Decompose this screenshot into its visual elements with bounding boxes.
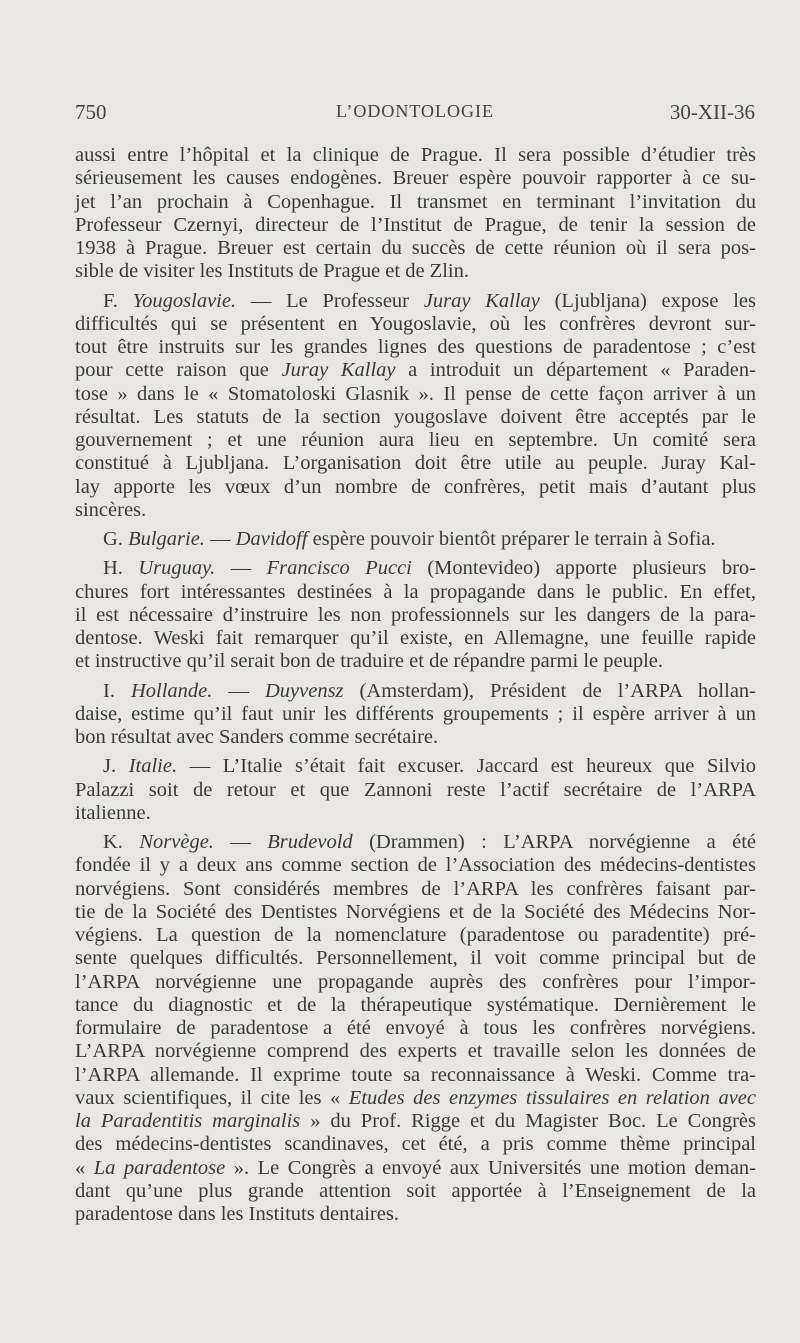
text-line: sente quelques difficultés. Personnellement, il voit comme principal but de: [75, 947, 756, 970]
text-line: tose » dans le « Stomatoloski Glasnik ». Il pense de cette façon arriver à un: [75, 382, 756, 405]
text-line: paradentose dans les Instituts dentaires.: [75, 1203, 399, 1225]
paragraph: [75, 290, 756, 523]
text-line: Palazzi soit de retour et que Zannoni reste l’actif secrétaire de l’ARPA: [75, 778, 756, 801]
text-line: végiens. La question de la nomenclature (paradentose ou paradentite) pré-: [75, 924, 756, 946]
text-line: l’ARPA allemande. Il exprime toute sa reconnaissance à Weski. Comme tra-: [75, 1063, 756, 1086]
italic-phrase: Hollande.: [130, 679, 213, 702]
paragraph: [75, 831, 756, 1226]
text-line: tance du diagnostic et de la thérapeutique systématique. Dernièrement le: [75, 993, 756, 1016]
text-line: tout être instruits sur les grandes lignes des questions de paradentose ; c’est: [75, 336, 756, 358]
text-line: H. Uruguay. — Francisco Pucci (Montevideo) apporte plusieurs bro-: [103, 557, 756, 580]
text-line: italienne.: [75, 801, 151, 824]
italic-phrase: La paradentose: [93, 1156, 226, 1179]
italic-phrase: Bulgarie.: [128, 528, 205, 550]
italic-phrase: Italie.: [128, 755, 178, 778]
italic-phrase: Uruguay.: [138, 557, 216, 580]
text-line: dentose. Weski fait remarquer qu’il existe, en Allemagne, une feuille rapide: [75, 627, 756, 649]
italic-phrase: Juray Kallay: [281, 359, 396, 382]
italic-phrase: Etudes des enzymes tissulaires en relation avec: [348, 1086, 756, 1109]
italic-phrase: Juray Kallay: [423, 289, 540, 312]
text-line: lay apporte les vœux d’un nombre de confrères, petit mais d’autant plus: [75, 475, 756, 498]
text-line: 1938 à Prague. Breuer est certain du succès de cette réunion où il sera pos-: [75, 237, 756, 259]
journal-title: L’ODONTOLOGIE: [336, 101, 494, 121]
italic-phrase: Yougoslavie.: [132, 289, 237, 312]
text-line: gouvernement ; et une réunion aura lieu en septembre. Un comité sera: [75, 429, 756, 451]
text-line: difficultés qui se présentent en Yougoslavie, où les confrères devront sur-: [75, 312, 756, 335]
text-line: « La paradentose ». Le Congrès a envoyé aux Universités une motion deman-: [75, 1156, 756, 1179]
text-line: sible de visiter les Instituts de Prague et de Zlin.: [75, 260, 469, 283]
italic-phrase: Duyvensz: [264, 679, 344, 702]
issue-date: 30-XII-36: [669, 100, 755, 124]
text-line: jet l’an prochain à Copenhague. Il transmet en terminant l’invitation du: [75, 190, 756, 213]
text-line: bon résultat avec Sanders comme secrétaire.: [75, 726, 439, 748]
text-line: la Paradentitis marginalis » du Prof. Rigge et du Magister Boc. Le Congrès: [75, 1110, 756, 1132]
text-line: sincères.: [75, 498, 147, 521]
paragraph: [75, 144, 756, 284]
text-line: pour cette raison que Juray Kallay a introduit un département « Paraden-: [75, 359, 756, 382]
text-line: chures fort intéressantes destinées à la propagande dans le public. En effet,: [75, 580, 756, 603]
text-line: L’ARPA norvégienne comprend des experts et travaille selon les données de: [75, 1040, 756, 1063]
text-line: J. Italie. — L’Italie s’était fait excuser. Jaccard est heureux que Silvio: [103, 755, 756, 778]
italic-phrase: Davidoff: [235, 528, 308, 550]
italic-phrase: Francisco Pucci: [266, 557, 412, 580]
text-line: résultat. Les statuts de la section yougoslave doivent être acceptés par le: [75, 405, 756, 428]
text-line: des médecins-dentistes scandinaves, cet été, a pris comme thème principal: [75, 1133, 756, 1156]
text-line: l’ARPA norvégienne une propagande auprès des confrères pour l’impor-: [75, 970, 756, 993]
paragraph: [75, 680, 756, 750]
text-line: daise, estime qu’il faut unir les différents groupements ; il espère arriver à un: [75, 702, 756, 725]
text-line: Professeur Czernyi, directeur de l’Institut de Prague, de tenir la session de: [75, 213, 756, 236]
italic-phrase: Brudevold: [267, 831, 353, 853]
text-line: dant qu’une plus grande attention soit apportée à l’Enseignement de la: [75, 1179, 756, 1202]
text-line: tie de la Société des Dentistes Norvégiens et de la Société des Médecins Nor-: [75, 900, 756, 923]
body-text: [75, 144, 756, 1232]
text-line: vaux scientifiques, il cite les « Etudes des enzymes tissulaires en relation avec: [75, 1086, 756, 1109]
italic-phrase: Norvège.: [139, 831, 214, 853]
text-line: G. Bulgarie. — Davidoff espère pouvoir bientôt préparer le terrain à Sofia.: [103, 528, 716, 550]
text-line: sérieusement les causes endogènes. Breuer espère pouvoir rapporter à ce su-: [75, 167, 756, 190]
text-line: aussi entre l’hôpital et la clinique de Prague. Il sera possible d’étudier très: [75, 144, 756, 166]
text-line: constitué à Ljubljana. L’organisation doit être utile au peuple. Juray Kal-: [75, 452, 756, 475]
text-line: K. Norvège. — Brudevold (Drammen) : L’ARPA norvégienne a été: [103, 831, 756, 853]
page-number: 750: [75, 100, 107, 124]
text-line: fondée il y a deux ans comme section de l’Association des médecins-dentistes: [75, 854, 756, 877]
paragraph: [75, 755, 756, 825]
text-line: I. Hollande. — Duyvensz (Amsterdam), Président de l’ARPA hollan-: [103, 679, 757, 702]
text-line: et instructive qu’il serait bon de traduire et de répandre parmi le peuple.: [75, 650, 664, 673]
running-header: [75, 100, 755, 130]
text-line: il est nécessaire d’instruire les non professionnels sur les dangers de la para-: [75, 603, 756, 626]
paragraph: [75, 528, 756, 551]
text-line: norvégiens. Sont considérés membres de l’ARPA les confrères faisant par-: [75, 877, 756, 900]
text-line: formulaire de paradentose a été envoyé à tous les confrères norvégiens.: [75, 1017, 756, 1039]
italic-phrase: la Paradentitis marginalis: [75, 1110, 301, 1132]
text-line: F. Yougoslavie. — Le Professeur Juray Kallay (Ljubljana) expose les: [103, 289, 757, 312]
paragraph: [75, 557, 756, 673]
